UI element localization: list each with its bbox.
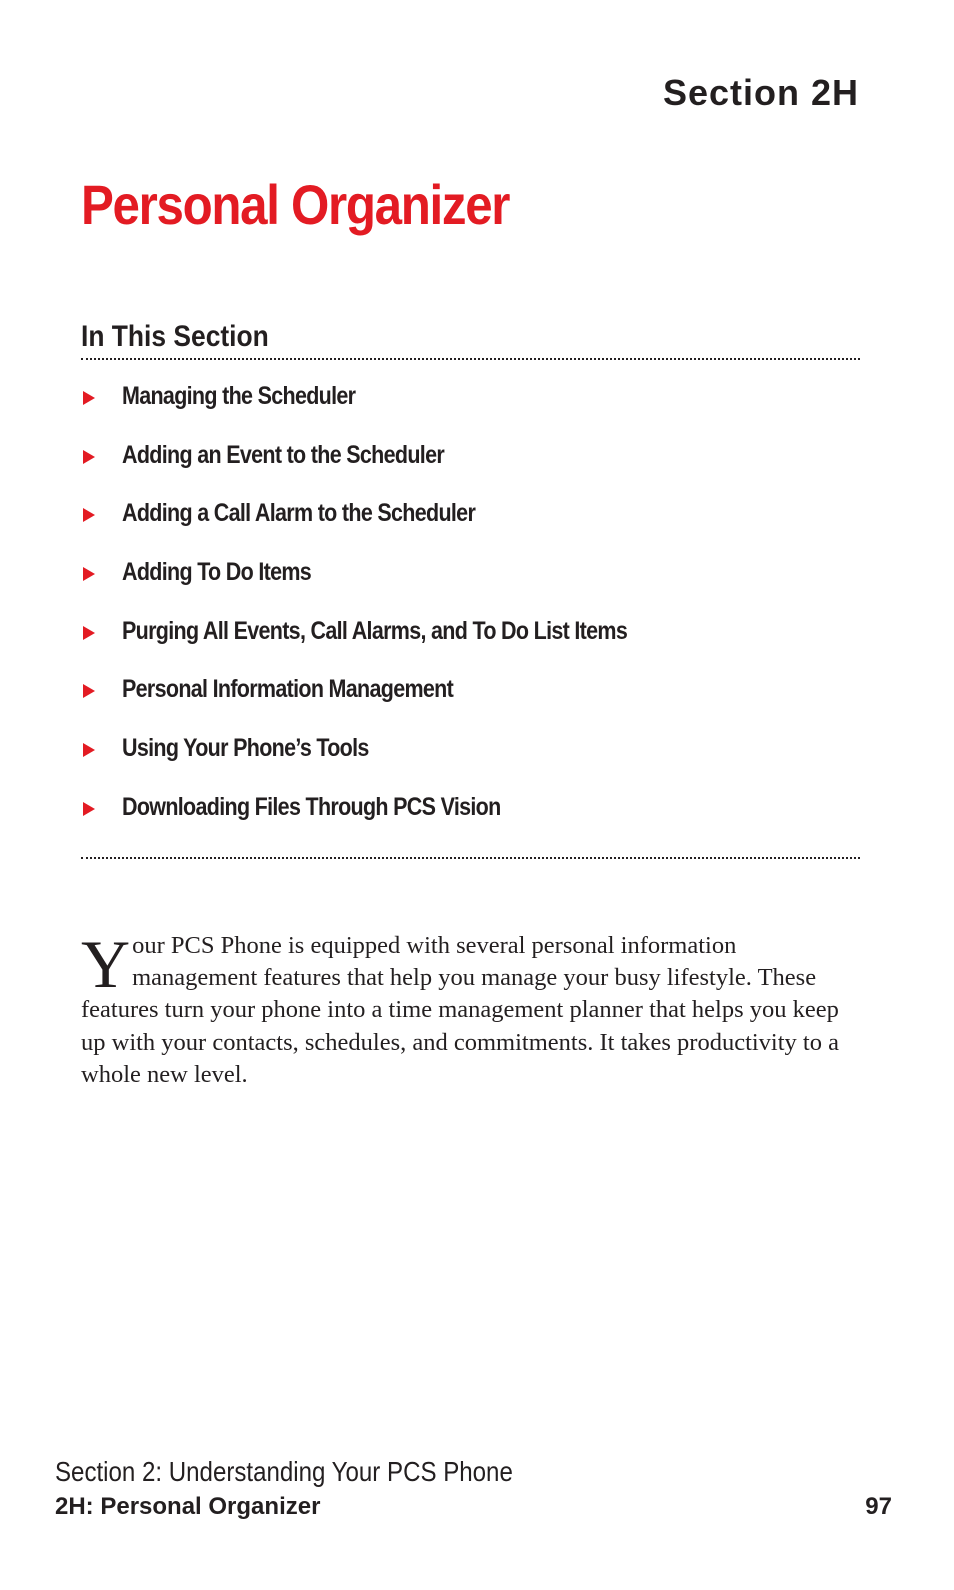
toc-item <box>81 495 860 554</box>
toc-item-text: Managing the Scheduler <box>122 382 356 410</box>
toc-item-text: Using Your Phone’s Tools <box>122 734 369 763</box>
right-triangle-icon <box>83 391 95 405</box>
toc-item-text: Adding an Event to the Scheduler <box>122 440 445 469</box>
page-title: Personal Organizer <box>81 173 510 236</box>
right-triangle-icon <box>83 508 95 522</box>
toc-item <box>81 789 860 848</box>
toc-bottom-divider <box>81 857 860 859</box>
right-triangle-icon <box>83 802 95 816</box>
toc-item-text: Downloading Files Through PCS Vision <box>122 792 501 821</box>
toc-item-text: Personal Information Management <box>122 675 454 704</box>
toc-item <box>81 437 860 496</box>
drop-cap: Y <box>81 926 131 1002</box>
intro-text: our PCS Phone is equipped with several personal information management features that help you manage your busy lifestyle. These features turn your phone into a time management planner that helps you keep up with your contacts, schedules, and commitments. It takes productivity to a whole new level. <box>81 932 839 1088</box>
toc-item <box>81 378 860 437</box>
toc-top-divider <box>81 358 860 360</box>
footer-chapter-title: 2H: Personal Organizer <box>55 1493 321 1520</box>
toc-heading: In This Section <box>81 320 269 353</box>
right-triangle-icon <box>83 567 95 581</box>
footer-section-title: Section 2: Understanding Your PCS Phone <box>55 1456 513 1487</box>
right-triangle-icon <box>83 626 95 640</box>
page-number: 97 <box>865 1493 892 1520</box>
right-triangle-icon <box>83 684 95 698</box>
toc-list <box>81 378 860 848</box>
toc-item-text: Adding To Do Items <box>122 558 312 587</box>
toc-item <box>81 730 860 789</box>
right-triangle-icon <box>83 450 95 464</box>
intro-paragraph <box>81 926 861 1091</box>
toc-item-text: Purging All Events, Call Alarms, and To Do List Items <box>122 616 628 645</box>
toc-item <box>81 671 860 730</box>
right-triangle-icon <box>83 743 95 757</box>
section-label: Section 2H <box>662 72 859 113</box>
toc-item-text: Adding a Call Alarm to the Scheduler <box>122 499 476 528</box>
toc-item <box>81 554 860 613</box>
toc-item <box>81 613 860 672</box>
